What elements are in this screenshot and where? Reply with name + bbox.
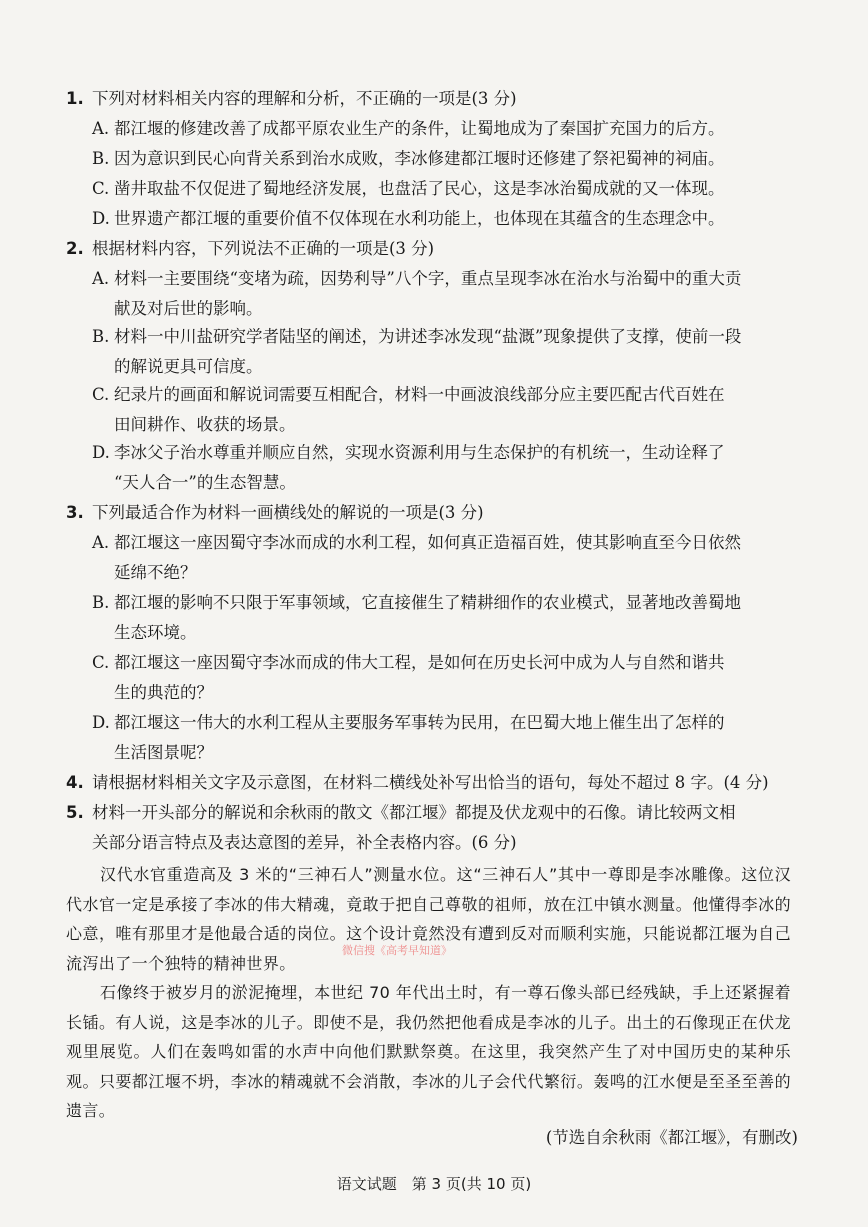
watermark: 微信搜《高考早知道》 [342, 944, 452, 957]
option-2d: D. 李冰父子治水尊重并顺应自然，实现水资源利用与生态保护的有机统一，生动诠释了 “天人合一”的生态智慧。 [92, 443, 725, 492]
option-2a: A. 材料一主要围绕“变堵为疏，因势利导”八个字，重点呈现李冰在治水与治蜀中的重大贡 献及对后世的影响。 [92, 269, 742, 318]
question-3 [66, 498, 806, 528]
option-3a: A. 都江堰这一座因蜀守李冰而成的水利工程，如何真正造福百姓，使其影响直至今日依然 延绵不绝？ [92, 533, 741, 582]
question-stem: 下列最适合作为材料一画横线处的解说的一项是(3 分) [92, 503, 484, 522]
question-number: 5. [66, 803, 84, 822]
question-stem: 下列对材料相关内容的理解和分析，不正确的一项是(3 分) [92, 89, 517, 108]
question-2 [66, 234, 806, 264]
option-1d: D. 世界遗产都江堰的重要价值不仅体现在水利功能上，也体现在其蕴含的生态理念中。 [92, 209, 725, 228]
option-3d: D. 都江堰这一伟大的水利工程从主要服务军事转为民用，在巴蜀大地上催生出了怎样的 生活图景呢？ [92, 713, 725, 762]
option-3b: B. 都江堰的影响不只限于军事领域，它直接催生了精耕细作的农业模式，显著地改善蜀地 生态环境。 [92, 593, 741, 642]
question-stem: 根据材料内容，下列说法不正确的一项是(3 分) [92, 239, 435, 258]
question-5-line2: 关部分语言特点及表达意图的差异，补全表格内容。(6 分) [92, 833, 517, 852]
option-2c: C. 纪录片的画面和解说词需要互相配合，材料一中画波浪线部分应主要匹配古代百姓在 田间耕作、收获的场景。 [92, 385, 725, 434]
question-number: 3. [66, 503, 84, 522]
option-1b: B. 因为意识到民心向背关系到治水成败，李冰修建都江堰时还修建了祭祀蜀神的祠庙。 [92, 149, 725, 168]
page-footer: 语文试题 第 3 页(共 10 页) [336, 1175, 532, 1193]
option-1a: A. 都江堰的修建改善了成都平原农业生产的条件，让蜀地成为了秦国扩充国力的后方。 [92, 119, 725, 138]
question-4 [66, 768, 806, 798]
passage-paragraph-2: 石像终于被岁月的淤泥掩埋，本世纪 70 年代出土时，有一尊石像头部已经残缺，手上还紧握着长锸。有人说，这是李冰的儿子。即使不是，我仍然把他看成是李冰的儿子。出土的石像现正在伏龙观里展览。人们在轰鸣如雷的水声中向他们默默祭奠。在这里，我突然产生了对中国历史的某种乐观。只要都江堰不坍，李冰的精魂就不会消散，李冰的儿子会代代繁衍。轰鸣的江水便是至圣至善的遗言。 [66, 983, 791, 1120]
question-stem: 材料一开头部分的解说和余秋雨的散文《都江堰》都提及伏龙观中的石像。请比较两文相 [92, 803, 736, 822]
question-number: 1. [66, 89, 84, 108]
passage-paragraph-1: 汉代水官重造高及 3 米的“三神石人”测量水位。这“三神石人”其中一尊即是李冰雕像。这位汉代水官一定是承接了李冰的伟大精魂，竟敢于把自己尊敬的祖师，放在江中镇水测量。他懂得李冰的心意，唯有那里才是他最合适的岗位。这个设计竟然没有遭到反对而顺利实施，只能说都江堰为自己流泻出了一个独特的精神世界。 [66, 865, 791, 973]
option-1c: C. 凿井取盐不仅促进了蜀地经济发展，也盘活了民心，这是李冰治蜀成就的又一体现。 [92, 179, 725, 198]
question-1 [66, 84, 806, 114]
question-5 [66, 798, 806, 828]
question-number: 2. [66, 239, 84, 258]
question-stem: 请根据材料相关文字及示意图，在材料二横线处补写出恰当的语句，每处不超过 8 字。(4 分) [92, 773, 769, 792]
question-number: 4. [66, 773, 84, 792]
passage-source: (节选自余秋雨《都江堰》，有删改) [545, 1128, 798, 1147]
option-3c: C. 都江堰这一座因蜀守李冰而成的伟大工程，是如何在历史长河中成为人与自然和谐共 生的典范的？ [92, 653, 725, 702]
option-2b: B. 材料一中川盐研究学者陆坚的阐述，为讲述李冰发现“盐溉”现象提供了支撑，使前一段 的解说更具可信度。 [92, 327, 742, 376]
